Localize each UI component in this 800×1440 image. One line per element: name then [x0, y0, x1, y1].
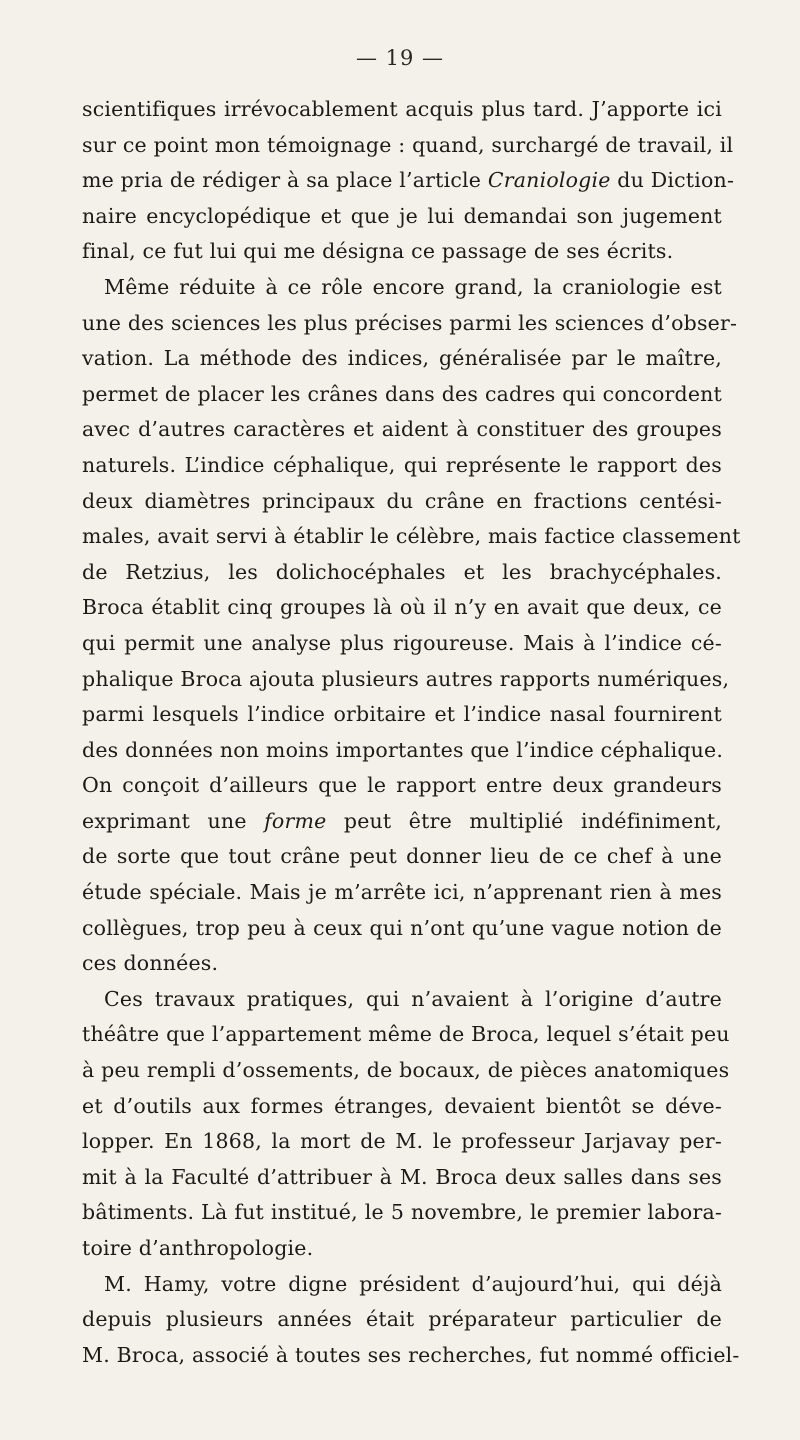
paragraph-start: M. Hamy, votre digne président d’aujourd’hui, qui déjà	[104, 1271, 722, 1296]
text-line: à peu rempli d’ossements, de bocaux, de pièces anatomiques	[82, 1058, 730, 1083]
text-line: parmi lesquels l’indice orbitaire et l’indice nasal fournirent	[82, 702, 722, 727]
paragraph-start: Ces travaux pratiques, qui n’avaient à l’origine d’autre	[104, 986, 722, 1011]
text-line: des données non moins importantes que l’indice céphalique.	[82, 737, 724, 762]
page-number: — 19 —	[355, 46, 445, 70]
text-line: exprimant une forme peut être multiplié indéfiniment,	[82, 808, 722, 833]
text-line: final, ce fut lui qui me désigna ce passage de ses écrits.	[82, 239, 674, 264]
italic-term: forme	[264, 808, 327, 833]
text-line: depuis plusieurs années était préparateur particulier de	[82, 1307, 722, 1332]
text-line: de sorte que tout crâne peut donner lieu de ce chef à une	[82, 844, 722, 869]
text-line: et d’outils aux formes étranges, devaient bientôt se déve-	[82, 1093, 722, 1118]
text-line: me pria de rédiger à sa place l’article Craniologie du Diction-	[82, 168, 735, 193]
text-line: permet de placer les crânes dans des cadres qui concordent	[82, 381, 722, 406]
text-line: qui permit une analyse plus rigoureuse. Mais à l’indice cé-	[82, 630, 722, 655]
text-line: lopper. En 1868, la mort de M. le professeur Jarjavay per-	[82, 1129, 722, 1154]
italic-term: Craniologie	[487, 168, 611, 193]
text-line: Broca établit cinq groupes là où il n’y en avait que deux, ce	[82, 595, 722, 620]
text-line: étude spéciale. Mais je m’arrête ici, n’apprenant rien à mes	[82, 880, 722, 905]
text-line: théâtre que l’appartement même de Broca, lequel s’était peu	[82, 1022, 730, 1047]
text-line: phalique Broca ajouta plusieurs autres rapports numériques,	[82, 666, 730, 691]
text-line: collègues, trop peu à ceux qui n’ont qu’une vague notion de	[82, 915, 722, 940]
text-line: M. Broca, associé à toutes ses recherches, fut nommé officiel-	[82, 1342, 740, 1367]
text-line: de Retzius, les dolichocéphales et les brachycéphales.	[82, 559, 722, 584]
text-line: ces données.	[82, 951, 219, 976]
text-line: toire d’anthropologie.	[82, 1236, 314, 1260]
text-line: On conçoit d’ailleurs que le rapport entre deux grandeurs	[82, 773, 722, 798]
text-line: mit à la Faculté d’attribuer à M. Broca deux salles dans ses	[82, 1164, 722, 1189]
text-line: sur ce point mon témoignage : quand, surchargé de travail, il	[82, 132, 734, 157]
text-line: males, avait servi à établir le célèbre, mais factice classement	[82, 524, 741, 549]
text-line: bâtiments. Là fut institué, le 5 novembre, le premier labora-	[82, 1200, 722, 1225]
text-line: vation. La méthode des indices, généralisée par le maître,	[82, 346, 722, 371]
text-line: scientifiques irrévocablement acquis plus tard. J’apporte ici	[82, 97, 722, 121]
text-line: naturels. L’indice céphalique, qui représente le rapport des	[82, 452, 722, 477]
text-line: deux diamètres principaux du crâne en fractions centési-	[82, 488, 722, 513]
text-line: naire encyclopédique et que je lui demandai son jugement	[82, 203, 722, 228]
paragraph-start: Même réduite à ce rôle encore grand, la craniologie est	[104, 274, 722, 299]
text-line: avec d’autres caractères et aident à constituer des groupes	[82, 417, 722, 442]
text-line: une des sciences les plus précises parmi les sciences d’obser-	[82, 310, 738, 335]
body-text	[82, 92, 741, 1373]
